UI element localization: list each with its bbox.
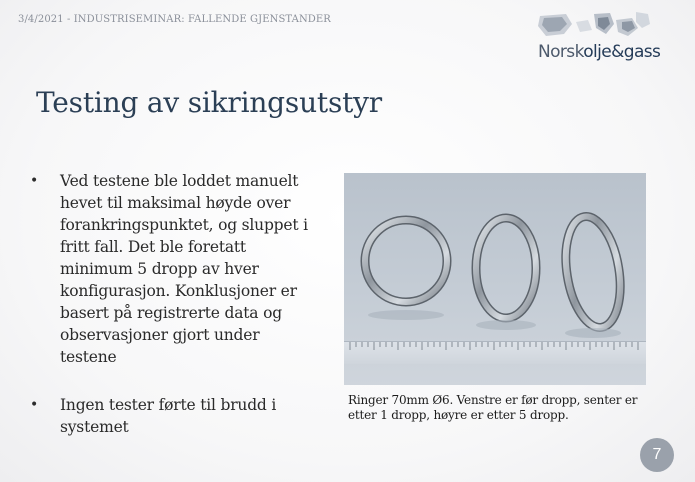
bullet-text: Ved testene ble loddet manuelt hevet til maksimal høyde over forankringspunktet, og sluppet i fritt fall. Det ble foretatt minimum 5 dropp av hver konfigurasjon. Konklusjoner er basert på registrerte data og observasjoner gjort under testene xyxy=(60,172,308,366)
page-number-badge: 7 xyxy=(640,438,674,472)
logo-word-oljegass: olje&gass xyxy=(583,42,661,62)
bullet-text: Ingen tester førte til brudd i systemet xyxy=(60,396,277,436)
photo-caption: Ringer 70mm Ø6. Venstre er før dropp, senter er etter 1 dropp, høyre er etter 5 dropp. xyxy=(348,393,638,422)
bullet-marker: • xyxy=(30,173,39,189)
logo-wordmark xyxy=(538,42,660,62)
slide-header: 3/4/2021 - INDUSTRISEMINAR: FALLENDE GJENSTANDER xyxy=(18,14,331,25)
ruler-ticks xyxy=(344,342,646,364)
norsk-olje-gass-logo xyxy=(536,10,661,62)
bullet-marker: • xyxy=(30,397,39,413)
slide-title: Testing av sikringsutstyr xyxy=(36,86,382,119)
logo-word-norsk: Norsk xyxy=(538,42,584,62)
rings-photo xyxy=(344,173,646,385)
ruler xyxy=(344,341,646,364)
logo-mark-icon xyxy=(536,10,656,44)
